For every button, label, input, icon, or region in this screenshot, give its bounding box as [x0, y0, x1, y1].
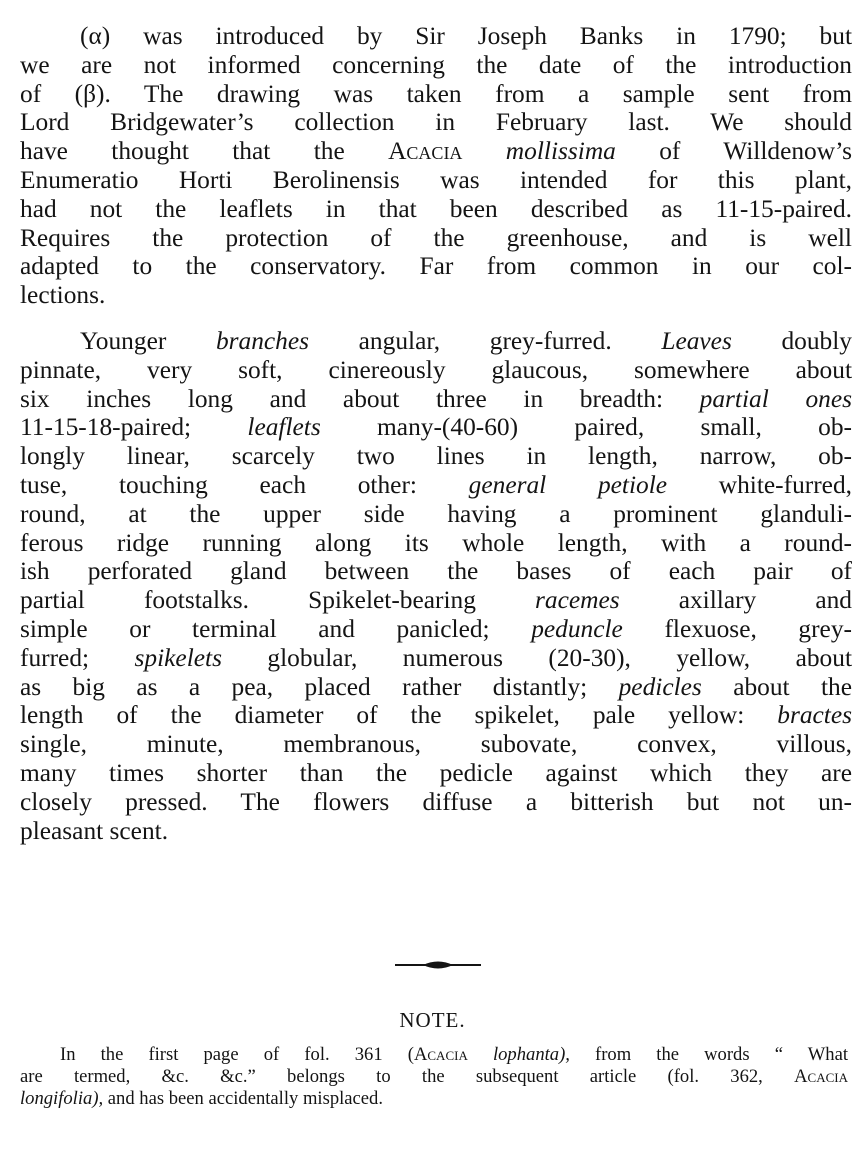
- genus-name: Acacia: [388, 137, 463, 166]
- text-run: furred;: [20, 643, 135, 672]
- text-line: round, at the upper side having a prominent glanduli-: [20, 499, 852, 528]
- italic-term: partial ones: [699, 384, 852, 413]
- text-line: [20, 673, 852, 702]
- text-line: [20, 586, 852, 615]
- text-line: [20, 1066, 848, 1088]
- text-run: angular, grey-furred.: [309, 326, 662, 355]
- italic-term: racemes: [535, 586, 620, 615]
- text-run: of Willdenow’s: [615, 137, 853, 166]
- text-line: lections.: [20, 281, 106, 310]
- text-line: (α) was introduced by Sir Joseph Banks in 1790; but: [80, 22, 852, 50]
- text-run: have thought that the: [20, 137, 389, 166]
- text-run: as big as a pea, placed rather distantly;: [20, 672, 619, 701]
- text-line: [20, 137, 852, 166]
- text-run: simple or terminal and panicled;: [20, 614, 532, 643]
- text-line: many times shorter than the pedicle against which they are: [20, 758, 852, 787]
- text-run: length of the diameter of the spikelet, pale yellow:: [20, 701, 778, 730]
- text-line: closely pressed. The flowers diffuse a bitterish but not un-: [20, 787, 852, 816]
- text-line: ish perforated gland between the bases of each pair of: [20, 557, 852, 586]
- text-run: from the words “ What: [569, 1044, 848, 1065]
- text-run: globular, numerous (20-30), yellow, about: [221, 643, 852, 672]
- text-line: Requires the protection of the greenhouse, and is well: [20, 223, 852, 252]
- page-body: [20, 22, 852, 845]
- text-line: Lord Bridgewater’s collection in February last. We should: [20, 108, 852, 137]
- text-line: [20, 615, 852, 644]
- text-line: of (β). The drawing was taken from a sample sent from: [20, 79, 852, 108]
- text-line: [20, 327, 852, 356]
- italic-term: bractes: [777, 701, 852, 730]
- text-line: pleasant scent.: [20, 816, 169, 845]
- ornament-rule-icon: [393, 955, 483, 975]
- text-line: longly linear, scarcely two lines in length, narrow, ob-: [20, 442, 852, 471]
- paragraph-introduction: [20, 22, 852, 310]
- text-line: pinnate, very soft, cinereously glaucous, somewhere about: [20, 355, 852, 384]
- note-heading: NOTE.: [399, 1008, 466, 1032]
- text-run: Younger: [80, 326, 216, 355]
- text-run: and has been accidentally misplaced.: [103, 1088, 383, 1109]
- species-name: longifolia),: [20, 1088, 104, 1109]
- text-run: are termed, &c. &c.” belongs to the subsequent article (fol. 362,: [20, 1066, 795, 1087]
- genus-name: Acacia: [413, 1044, 468, 1065]
- note-body: [20, 1044, 848, 1110]
- italic-term: spikelets: [134, 643, 222, 672]
- text-line: [20, 1044, 848, 1066]
- text-run: tuse, touching each other:: [20, 470, 469, 499]
- text-run: partial footstalks. Spikelet-bearing: [20, 586, 535, 615]
- italic-term: pedicles: [618, 672, 702, 701]
- italic-term: leaflets: [247, 413, 321, 442]
- text-run: white-furred,: [667, 470, 852, 499]
- text-line: [20, 644, 852, 673]
- text-line: [20, 471, 852, 500]
- species-name: lophanta),: [467, 1044, 570, 1065]
- text-run: In the first page of fol. 361 (: [60, 1044, 414, 1065]
- text-line: [20, 385, 852, 414]
- text-line: [20, 413, 852, 442]
- genus-name: Acacia: [794, 1066, 848, 1087]
- text-run: six inches long and about three in breadth:: [20, 384, 700, 413]
- text-run: about the: [701, 672, 853, 701]
- text-line: single, minute, membranous, subovate, convex, villous,: [20, 730, 852, 759]
- text-run: 11-15-18-paired;: [20, 413, 248, 442]
- species-name: mollissima: [462, 137, 616, 166]
- paragraph-description: [20, 327, 852, 845]
- text-run: axillary and: [619, 586, 852, 615]
- text-run: flexuose, grey-: [622, 614, 852, 643]
- text-line: ferous ridge running along its whole length, with a round-: [20, 528, 852, 557]
- italic-term: Leaves: [661, 326, 732, 355]
- text-line: adapted to the conservatory. Far from common in our col-: [20, 252, 852, 281]
- italic-term: branches: [215, 326, 310, 355]
- text-run: doubly: [731, 326, 853, 355]
- italic-term: general petiole: [468, 470, 668, 499]
- text-line: Enumeratio Horti Berolinensis was intended for this plant,: [20, 165, 852, 194]
- text-line: [20, 701, 852, 730]
- italic-term: peduncle: [531, 614, 623, 643]
- text-line: had not the leaflets in that been described as 11-15-paired.: [20, 194, 852, 223]
- text-line: [20, 1088, 848, 1110]
- text-line: we are not informed concerning the date of the introduction: [20, 50, 852, 79]
- text-run: many-(40-60) paired, small, ob-: [320, 413, 852, 442]
